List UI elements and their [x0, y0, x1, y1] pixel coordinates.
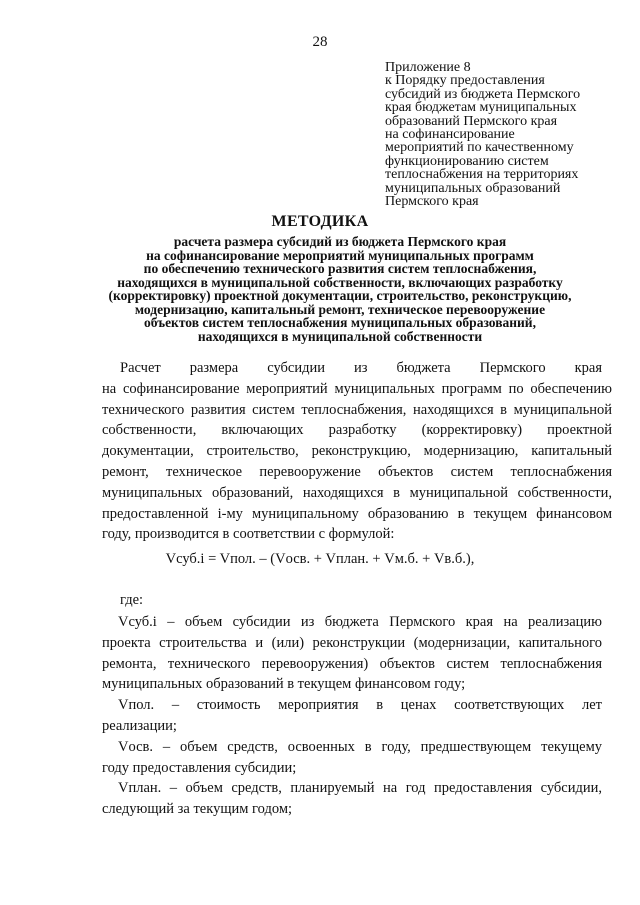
subtitle-line: по обеспечению технического развития систем теплоснабжения, [143, 261, 537, 276]
appendix-line: образований Пермского края [385, 113, 558, 129]
definition-line: муниципальных образований в текущем финансовом году; [102, 676, 466, 693]
appendix-line: функционированию систем [385, 153, 549, 169]
paragraph-line: на софинансирование мероприятий муниципальных программ по обеспечению [102, 380, 612, 397]
paragraph-line: технического развития систем теплоснабжения, находящихся в муниципальной [102, 401, 612, 418]
document-subtitle [60, 235, 620, 343]
formula: Vсуб.i = Vпол. – (Vосв. + Vплан. + Vм.б. + Vв.б.), [165, 551, 475, 567]
page-number: 28 [312, 34, 328, 50]
definition-line: Vсуб.i – объем субсидии из бюджета Пермского края на реализацию [118, 614, 602, 630]
subtitle-line: находящихся в муниципальной собственности, включающих разработку [117, 274, 563, 290]
definition-line: реализации; [102, 717, 177, 734]
appendix-line: к Порядку предоставления [385, 73, 545, 89]
definition-line: проекта строительства и (или) реконструкции (модернизации, капитального [102, 634, 602, 651]
paragraph-line: муниципальных образований, находящихся в муниципальной собственности, [102, 484, 612, 501]
subtitle-line: расчета размера субсидий из бюджета Пермского края [173, 234, 507, 249]
appendix-line: муниципальных образований [385, 180, 561, 196]
paragraph-line: году, производится в соответствии с формулой: [102, 526, 395, 543]
appendix-line: субсидий из бюджета Пермского [385, 86, 581, 102]
definition-line: ремонта, технического перевооружения) объектов систем теплоснабжения [102, 655, 602, 672]
definition-line: Vосв. – объем средств, освоенных в году, предшествующем текущему [118, 738, 602, 755]
subtitle-line: модернизацию, капитальный ремонт, техническое перевооружение [134, 301, 546, 317]
paragraph-line: предоставленной i-му муниципальному образованию в текущем финансовом [102, 505, 612, 522]
where-label: где: [120, 592, 144, 608]
definition-line: Vпол. – стоимость мероприятия в ценах соответствующих лет [118, 697, 602, 714]
definition-line: году предоставления субсидии; [102, 759, 297, 776]
paragraph-line: ремонт, техническое перевооружение объектов систем теплоснабжения [102, 463, 612, 480]
appendix-line: края бюджетам муниципальных [385, 100, 577, 116]
appendix-line: мероприятий по качественному [385, 140, 574, 156]
paragraph-line: документации, строительство, реконструкцию, модернизацию, капитальный [102, 443, 612, 460]
appendix-header [385, 61, 625, 208]
definition-line: следующий за текущим годом; [102, 801, 293, 818]
intro-paragraph [102, 358, 612, 545]
appendix-line: Пермского края [385, 194, 479, 210]
subtitle-line: на софинансирование мероприятий муниципальных программ [146, 247, 534, 263]
appendix-line: Приложение 8 [385, 60, 471, 75]
paragraph-line: Расчет размера субсидии из бюджета Пермского края [120, 360, 602, 376]
subtitle-line: находящихся в муниципальной собственности [197, 328, 483, 344]
subtitle-line: (корректировку) проектной документации, строительство, реконструкцию, [108, 288, 572, 303]
definition-line: Vплан. – объем средств, планируемый на год предоставления субсидии, [118, 780, 602, 797]
appendix-line: на софинансирование [385, 127, 515, 143]
definitions-list [102, 612, 602, 820]
subtitle-line: объектов систем теплоснабжения муниципальных образований, [144, 315, 536, 330]
paragraph-line: собственности, включающих разработку (корректировку) проектной [102, 422, 612, 439]
document-title: МЕТОДИКА [271, 213, 369, 230]
appendix-line: теплоснабжения на территориях [385, 167, 579, 183]
